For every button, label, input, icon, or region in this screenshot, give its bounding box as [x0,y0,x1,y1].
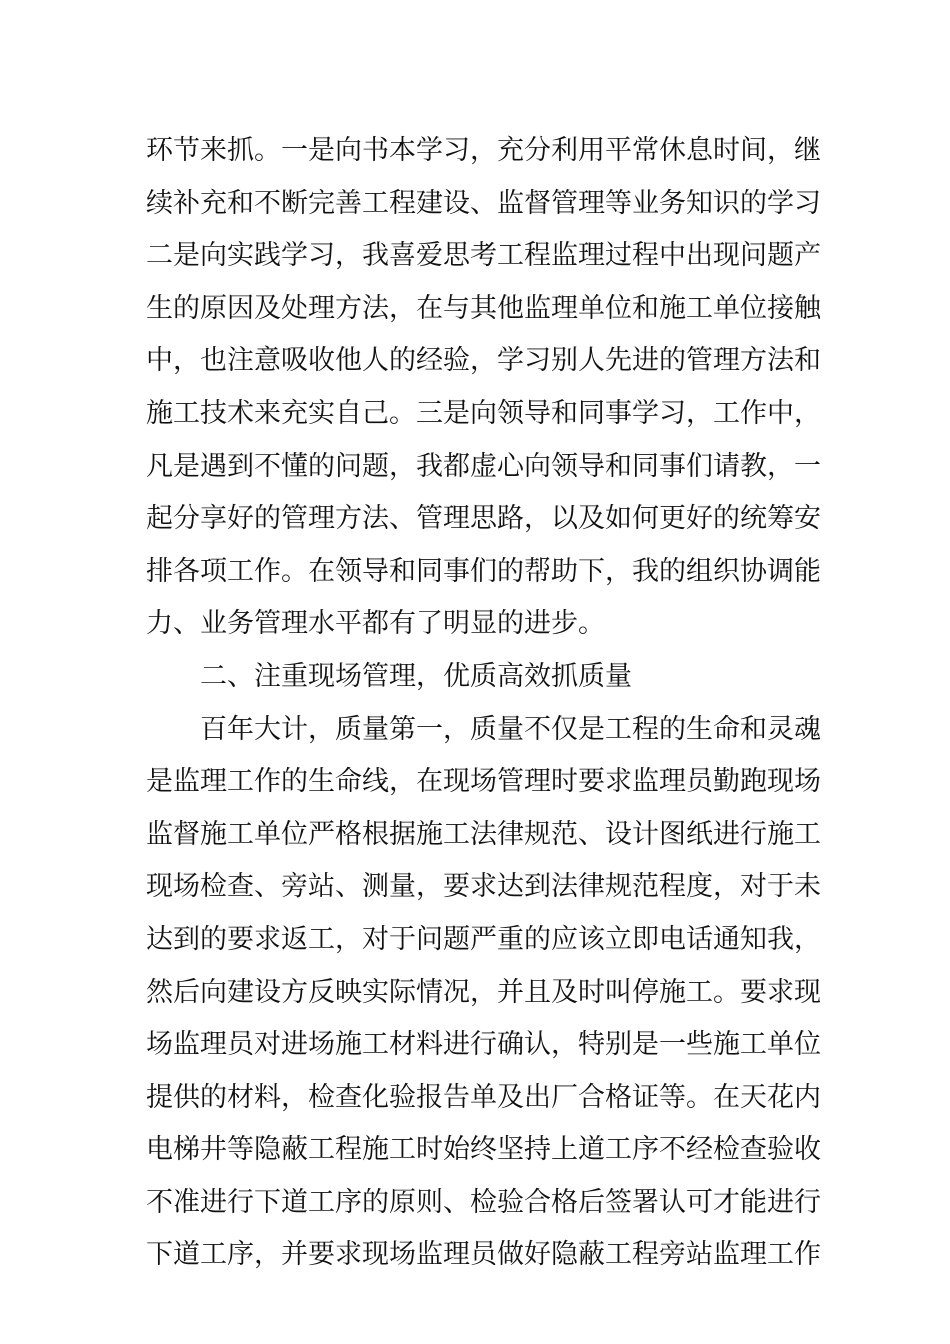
text-line: 施工技术来充实自己。三是向领导和同事学习，工作中， [146,397,821,429]
text-line: 环节来抓。一是向书本学习，充分利用平常休息时间，继 [146,135,821,166]
text-line: 凡是遇到不懂的问题，我都虚心向领导和同事们请教，一 [146,450,821,482]
paragraph-first-line: 百年大计，质量第一，质量不仅是工程的生命和灵魂 [200,713,821,745]
document-body [146,125,821,1282]
text-line: 下道工序，并要求现场监理员做好隐蔽工程旁站监理工作 [146,1239,821,1271]
text-line: 然后向建设方反映实际情况，并且及时叫停施工。要求现 [146,976,821,1008]
text-line: 力、业务管理水平都有了明显的进步。 [146,608,605,640]
text-line: 起分享好的管理方法、管理思路，以及如何更好的统筹安 [146,503,821,535]
section-heading: 二、注重现场管理，优质高效抓质量 [200,660,632,692]
text-line: 电梯井等隐蔽工程施工时始终坚持上道工序不经检查验收 [146,1134,821,1166]
text-line: 二是向实践学习，我喜爱思考工程监理过程中出现问题产 [146,240,821,272]
text-line: 监督施工单位严格根据施工法律规范、设计图纸进行施工 [146,818,821,850]
text-line: 场监理员对进场施工材料进行确认，特别是一些施工单位 [146,1029,821,1061]
text-line: 排各项工作。在领导和同事们的帮助下，我的组织协调能 [146,555,821,587]
text-line: 达到的要求返工，对于问题严重的应该立即电话通知我， [146,923,821,955]
text-line: 不准进行下道工序的原则、检验合格后签署认可才能进行 [146,1186,821,1218]
text-line: 中，也注意吸收他人的经验，学习别人先进的管理方法和 [146,345,821,377]
text-line: 提供的材料，检查化验报告单及出厂合格证等。在天花内 [146,1081,821,1113]
text-line: 是监理工作的生命线，在现场管理时要求监理员勤跑现场 [146,766,821,798]
text-line: 续补充和不断完善工程建设、监督管理等业务知识的学习 [146,187,821,219]
text-line: 生的原因及处理方法，在与其他监理单位和施工单位接触 [146,292,821,324]
text-line: 现场检查、旁站、测量，要求达到法律规范程度，对于未 [146,871,821,903]
